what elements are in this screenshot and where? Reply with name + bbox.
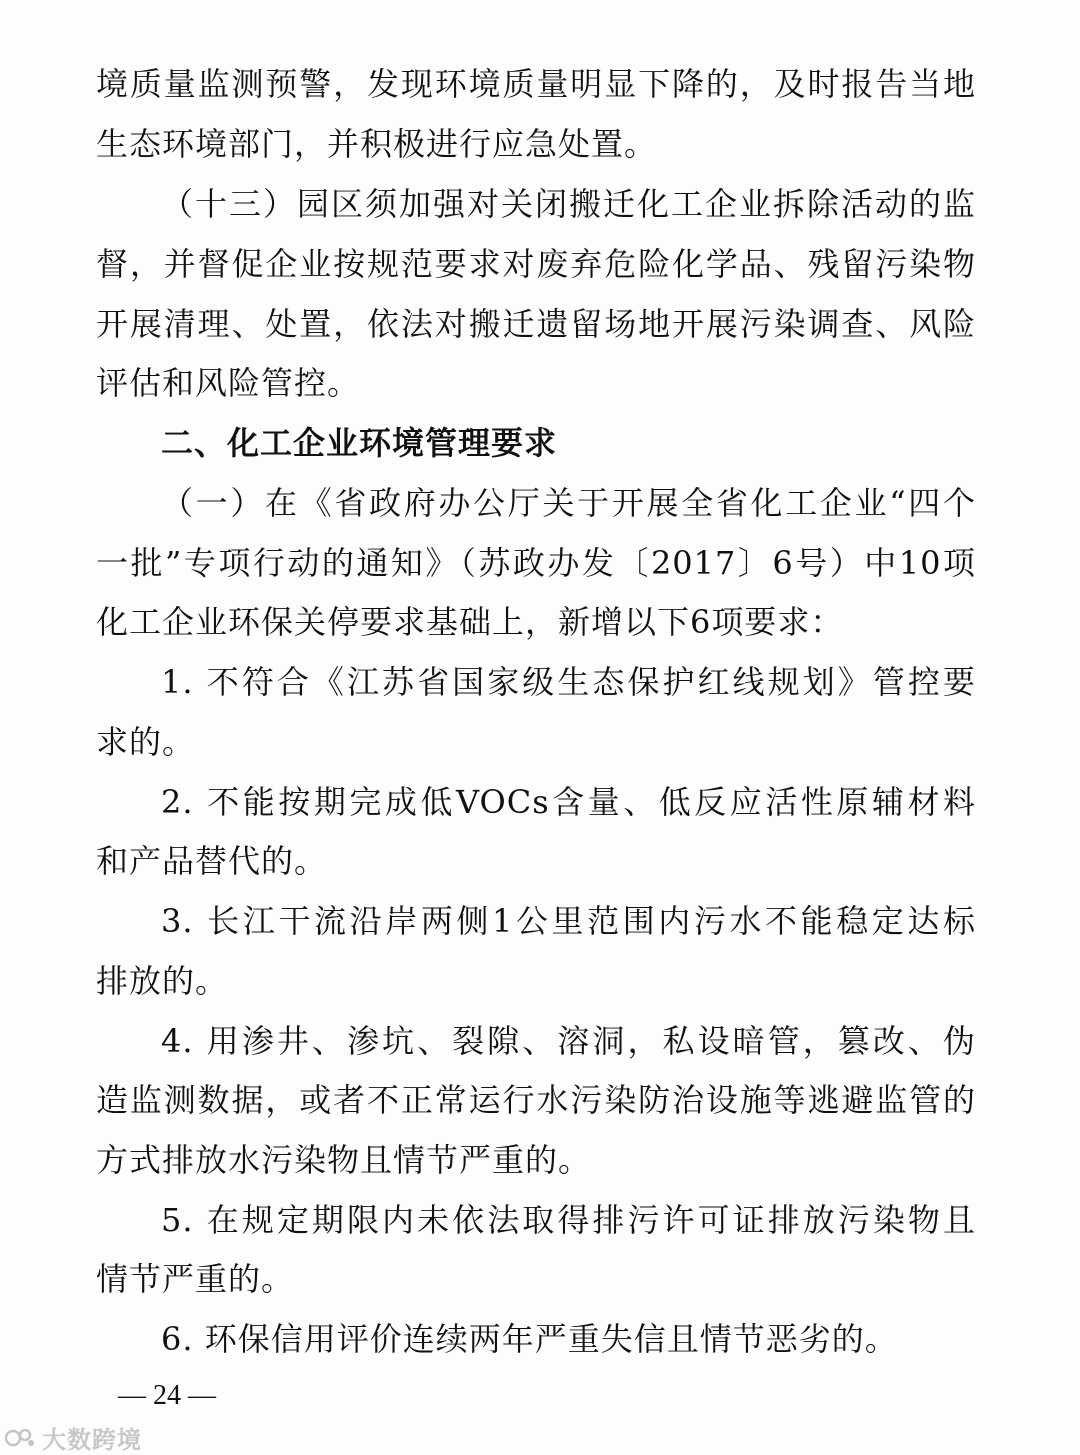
section-heading: 二、化工企业环境管理要求 bbox=[161, 424, 558, 462]
watermark-text: 大数跨境 bbox=[42, 1426, 142, 1454]
list-item-1: 1. 不符合《江苏省国家级生态保护红线规划》管控要 bbox=[161, 663, 976, 701]
page-number: — 24 — bbox=[118, 1380, 216, 1411]
text-line: 排放的。 bbox=[96, 962, 229, 1000]
paragraph-1-start: （一）在《省政府办公厅关于开展全省化工企业“四个 bbox=[161, 484, 976, 522]
text-line: 生态环境部门，并积极进行应急处置。 bbox=[96, 125, 658, 163]
text-line: 评估和风险管控。 bbox=[96, 364, 361, 402]
list-item-5: 5. 在规定期限内未依法取得排污许可证排放污染物且 bbox=[161, 1201, 976, 1239]
list-item-6: 6. 环保信用评价连续两年严重失信且情节恶劣的。 bbox=[161, 1320, 898, 1358]
list-item-2: 2. 不能按期完成低VOCs含量、低反应活性原辅材料 bbox=[161, 783, 976, 821]
text-line: 造监测数据，或者不正常运行水污染防治设施等逃避监管的 bbox=[96, 1081, 976, 1119]
text-line: 求的。 bbox=[96, 723, 196, 761]
text-line: 和产品替代的。 bbox=[96, 842, 328, 880]
text-line: 情节严重的。 bbox=[96, 1260, 295, 1298]
paragraph-13-start: （十三）园区须加强对关闭搬迁化工企业拆除活动的监 bbox=[161, 185, 976, 223]
watermark bbox=[4, 1420, 142, 1455]
list-item-4: 4. 用渗井、渗坑、裂隙、溶洞，私设暗管，篡改、伪 bbox=[161, 1022, 976, 1060]
text-line: 督，并督促企业按规范要求对废弃危险化学品、残留污染物 bbox=[96, 245, 976, 283]
list-item-3: 3. 长江干流沿岸两侧1公里范围内污水不能稳定达标 bbox=[161, 902, 976, 940]
dashuju-logo-icon bbox=[4, 1425, 36, 1451]
text-line: 开展清理、处置，依法对搬迁遗留场地开展污染调查、风险 bbox=[96, 305, 976, 343]
text-line: 方式排放水污染物且情节严重的。 bbox=[96, 1141, 592, 1179]
text-line: 境质量监测预警，发现环境质量明显下降的，及时报告当地 bbox=[96, 65, 976, 103]
text-line: 一批”专项行动的通知》（苏政办发〔2017〕6号）中10项 bbox=[96, 544, 976, 582]
text-line: 化工企业环保关停要求基础上，新增以下6项要求： bbox=[96, 603, 844, 641]
